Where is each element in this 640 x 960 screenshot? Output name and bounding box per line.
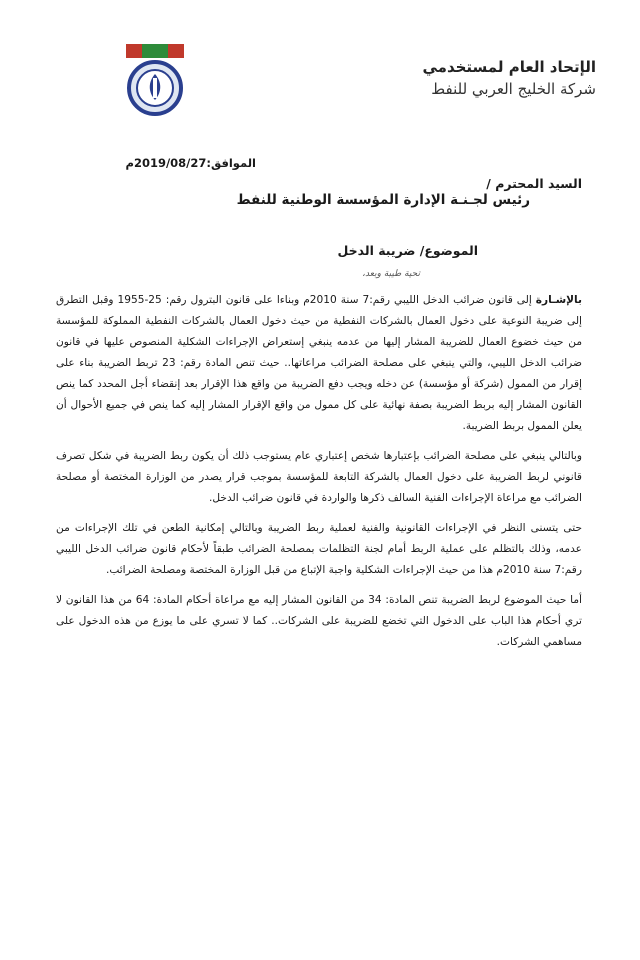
paragraph-1-text: إلى قانون ضرائب الدخل الليبي رقم:7 سنة 2010م وبناءا على قانون البترول رقم: 25-1955 وقبل التطرق إلى ضريبة النوعية على دخول العمال بالشركات النفطية من حيث دخول العمال بالشركات النفطية المملوكة للمؤسسة من حيث خضوع العمال للضريبة المشار إليها من عدمه ينبغي إستعراض الإجراءات الشكلية المنصوص عليها في قانون ضرائب الدخل الليبي، والتي ينبغي على مصلحة الضرائب مراعاتها.. حيث تنص المادة رقم: 23 تربط الضريبة بناء على إقرار من الممول (شركة أو مؤسسة) عن دخله ويجب دفع الضريبة من واقع هذا الإقرار بعد إنقضاء أجل المحدد كما ينص القانون المشار إليه بربط الضريبة بصفة نهائية على كل ممول من واقع الإقرار المشار إليه كما ينص في جميع الأحوال أن يعلن الممول بربط الضريبة.	[56, 294, 583, 432]
paragraph-4: أما حيث الموضوع لربط الضريبة تنص المادة: 34 من القانون المشار إليه مع مراعاة أحكام المادة: 64 من هذا القانون لا تري أحكام هذا الباب على الدخول التي تخضع للضريبة على الشركات.. كما لا تسري على ما يوزع من هذه الدخول على مساهمي الشركات.	[56, 594, 582, 648]
paragraph-2: وبالتالي ينبغي على مصلحة الضرائب بإعتبارها شخص إعتباري عام يستوجب ذلك أن يكون ربط الضريبة في شكل تصرف قانوني لربط الضريبة على دخول العمال بالشركة التابعة للمؤسسة بموجب قرار يصدر من الوزارة المختصة أو مصلحة الضرائب مع مراعاة الإجراءات الفنية السالف ذكرها والواردة في قانون ضرائب الدخل.	[56, 450, 582, 504]
org-name-line2: شركة الخليج العربي للنفط	[431, 80, 596, 98]
organization-header	[396, 56, 596, 100]
salutation: السيد المحترم /	[486, 176, 582, 191]
recipient-title: رئيس لجـنـة الإدارة المؤسسة الوطنية للنفط	[236, 192, 530, 208]
letter-body	[56, 290, 582, 662]
paragraph-3: حتى يتسنى النظر في الإجراءات القانونية والفنية لعملية ربط الضريبة وبالتالي إمكانية الطعن في تلك الإجراءات من عدمه، وذلك بالتظلم على عملية الربط أمام لجنة التظلمات بمصلحة الضرائب طبقاً لأحكام قانون ضرائب الدخل الليبي رقم:7 سنة 2010م هذا من حيث الإجراءات الشكلية واجبة الإتباع من قبل الوزارة المختصة ومصلحة الضرائب.	[56, 522, 582, 576]
handwritten-greeting: تحية طيبة وبعد،	[362, 269, 420, 279]
paragraph-1	[56, 290, 582, 437]
org-name-line1: الإتحاد العام لمستخدمي	[422, 58, 596, 76]
company-emblem-icon	[124, 42, 186, 122]
letter-date: الموافق:2019/08/27م	[125, 156, 256, 170]
paragraph-1-lead: بالإشـارة	[535, 294, 582, 306]
letter-subject: الموضوع/ ضريبة الدخل	[337, 243, 478, 258]
